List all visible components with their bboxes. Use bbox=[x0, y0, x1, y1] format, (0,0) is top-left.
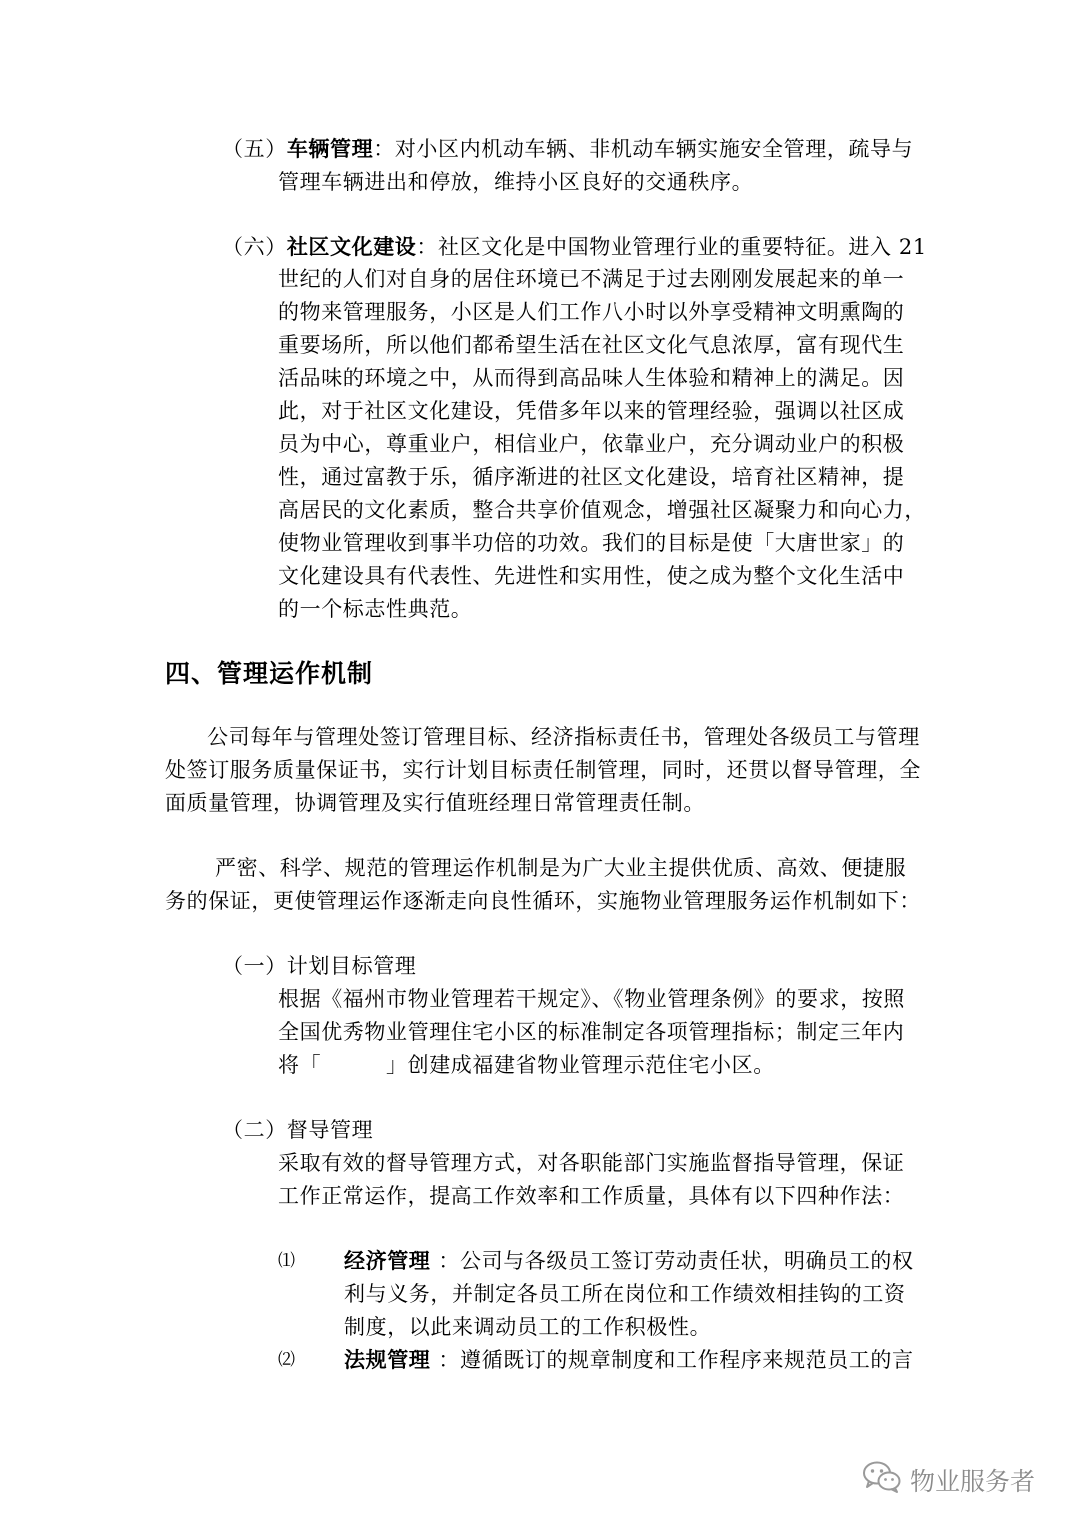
section-6-text-line: 文化建设具有代表性、先进性和实用性，使之成为整个文化生活中 bbox=[278, 564, 905, 588]
section-6-text-line: 的物来管理服务，小区是人们工作八小时以外享受精神文明熏陶的 bbox=[278, 300, 905, 324]
item-2-number: ⑵ bbox=[278, 1350, 295, 1370]
section-6-title: 社区文化建设 bbox=[286, 234, 417, 259]
subsection-1-line: 全国优秀物业管理住宅小区的标准制定各项管理指标；制定三年内 bbox=[278, 1020, 905, 1044]
section-5-line-1 bbox=[222, 133, 913, 165]
item-2-title: 法规管理 bbox=[344, 1347, 431, 1372]
subsection-2-line: 工作正常运作，提高工作效率和工作质量，具体有以下四种作法： bbox=[278, 1184, 905, 1208]
section-6-text-line: 活品味的环境之中，从而得到高品味人生体验和精神上的满足。因 bbox=[278, 366, 905, 390]
item-1-line-1 bbox=[344, 1245, 914, 1277]
paragraph-line: 公司每年与管理处签订管理目标、经济指标责任书，管理处各级员工与管理 bbox=[207, 725, 920, 749]
item-1-line: 利与义务，并制定各员工所在岗位和工作绩效相挂钩的工资 bbox=[344, 1282, 906, 1306]
subsection-2-line: 采取有效的督导管理方式，对各职能部门实施监督指导管理，保证 bbox=[278, 1151, 905, 1175]
section-5-title: 车辆管理 bbox=[286, 136, 374, 161]
section-6-prefix: （六） bbox=[222, 235, 287, 259]
paragraph-line: 严密、科学、规范的管理运作机制是为广大业主提供优质、高效、便捷服 bbox=[215, 856, 907, 880]
section-5-text: ：对小区内机动车辆、非机动车辆实施安全管理，疏导与 bbox=[373, 137, 914, 161]
section-6-text-line: 世纪的人们对自身的居住环境已不满足于过去刚刚发展起来的单一 bbox=[278, 267, 905, 291]
section-5-line-2: 管理车辆进出和停放，维持小区良好的交通秩序。 bbox=[278, 170, 754, 194]
section-heading: 四、管理运作机制 bbox=[165, 659, 374, 688]
section-6-text-line: 的一个标志性典范。 bbox=[278, 597, 473, 621]
item-1-title: 经济管理 bbox=[344, 1248, 431, 1273]
watermark bbox=[862, 1460, 1035, 1500]
watermark-text: 物业服务者 bbox=[910, 1467, 1036, 1496]
item-1-line: 制度，以此来调动员工的工作积极性。 bbox=[344, 1315, 712, 1339]
item-2-line-1 bbox=[344, 1344, 914, 1376]
paragraph-line: 处签订服务质量保证书，实行计划目标责任制管理，同时，还贯以督导管理，全 bbox=[165, 758, 921, 782]
paragraph-line: 务的保证，更使管理运作逐渐走向良性循环，实施物业管理服务运作机制如下： bbox=[165, 889, 921, 913]
paragraph-line: 面质量管理，协调管理及实行值班经理日常管理责任制。 bbox=[165, 791, 705, 815]
section-6-text-line: 高居民的文化素质，整合共享价值观念，增强社区凝聚力和向心力， bbox=[278, 498, 926, 522]
section-6-text-line: 员为中心，尊重业户，相信业户，依靠业户，充分调动业户的积极 bbox=[278, 432, 905, 456]
section-6-text-line: 使物业管理收到事半功倍的功效。我们的目标是使「大唐世家」的 bbox=[278, 531, 905, 555]
section-5-prefix: （五） bbox=[222, 137, 287, 161]
section-6-text: ：社区文化是中国物业管理行业的重要特征。进入 21 bbox=[416, 235, 927, 259]
item-1-number: ⑴ bbox=[278, 1251, 295, 1271]
section-6-line-1 bbox=[222, 231, 927, 263]
section-6-text-line: 重要场所，所以他们都希望生活在社区文化气息浓厚，富有现代生 bbox=[278, 333, 905, 357]
subsection-2-title: （二）督导管理 bbox=[222, 1118, 374, 1142]
section-6-text-line: 此，对于社区文化建设，凭借多年以来的管理经验，强调以社区成 bbox=[278, 399, 905, 423]
subsection-1-title: （一）计划目标管理 bbox=[222, 954, 417, 978]
section-6-text-line: 性，通过富教于乐，循序渐进的社区文化建设，培育社区精神，提 bbox=[278, 465, 905, 489]
subsection-1-line: 将「 」创建成福建省物业管理示范住宅小区。 bbox=[278, 1053, 775, 1077]
item-1-text: ：公司与各级员工签订劳动责任状，明确员工的权 bbox=[438, 1249, 914, 1273]
subsection-1-line: 根据《福州市物业管理若干规定》、《物业管理条例》的要求，按照 bbox=[278, 987, 905, 1011]
wechat-icon bbox=[862, 1460, 902, 1500]
item-2-text: ：遵循既订的规章制度和工作程序来规范员工的言 bbox=[438, 1348, 914, 1372]
